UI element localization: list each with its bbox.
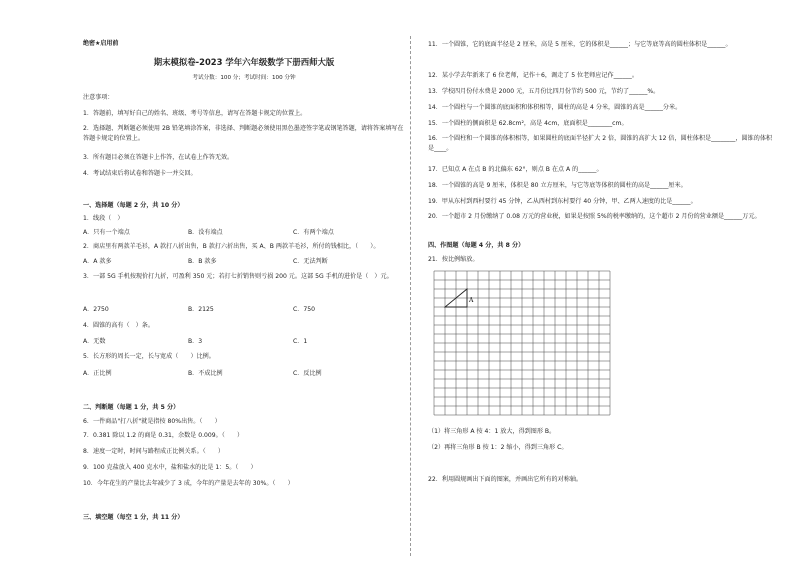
question-8: 8．速度一定时，时间与路程成正比例关系。（ ） bbox=[83, 448, 224, 455]
question-17: 17．已知点 A 在点 B 的北偏东 62°，则点 B 在点 A 的______。 bbox=[428, 166, 603, 173]
notice-item-4: 4．考试结束后将试卷和答题卡一并交回。 bbox=[83, 170, 197, 177]
question-13: 13．学校四月份付水费是 2000 元，五月份比四月份节约 500 元，节约了______%。 bbox=[428, 88, 660, 95]
q5-option-c: C．反比例 bbox=[293, 370, 322, 377]
question-21: 21．按比例缩放。 bbox=[428, 256, 479, 263]
q3-option-c: C．750 bbox=[293, 306, 315, 313]
question-16: 16．一个圆柱和一个圆锥的体积相等，如果圆柱的底面半径扩大 2 倍，圆锥的高扩大 12 倍，圆柱体积是________，圆锥的体积是____。 bbox=[428, 135, 773, 152]
question-20: 20．一个超市 2 月份缴纳了 0.08 万元的营业税，如果是按照 5%的税率缴纳的，这个超市 2 月份的营业额是______万元。 bbox=[428, 213, 761, 220]
notice-item-3: 3．所有题目必须在答题卡上作答，在试卷上作答无效。 bbox=[83, 154, 234, 161]
question-2: 2．商店里有两款羊毛衫，A 款打八折出售，B 款打六折出售，买 A、B 两款羊毛衫，所付的钱相比，（ ）。 bbox=[83, 243, 380, 250]
q5-option-a: A．正比例 bbox=[83, 370, 112, 377]
section-4-heading: 四、作图题（每题 4 分，共 8 分） bbox=[428, 242, 525, 249]
question-9: 9．100 克盐放入 400 克水中，盐和盐水的比是 1：5。（ ） bbox=[83, 464, 257, 471]
drawing-grid bbox=[432, 270, 652, 422]
q1-option-a: A．只有一个端点 bbox=[83, 229, 130, 236]
q2-option-c: C．无法判断 bbox=[293, 258, 328, 265]
triangle-a-label: A bbox=[469, 297, 474, 304]
question-12: 12．某小学去年新来了 6 位老师，记作＋6，调走了 5 位老师应记作______。 bbox=[428, 72, 638, 79]
q5-option-b: B．不成比例 bbox=[188, 370, 223, 377]
q4-option-b: B．3 bbox=[188, 338, 203, 345]
question-3: 3．一部 5G 手机按现价打九折，可盈利 350 元；若打七折销售则亏损 200 元。这部 5G 手机的进价是（ ）元。 bbox=[83, 273, 393, 280]
secret-mark: 绝密★启用前 bbox=[83, 40, 119, 47]
grid-lines bbox=[434, 271, 610, 415]
q3-option-a: A．2750 bbox=[83, 306, 109, 313]
q2-option-a: A．A 款多 bbox=[83, 258, 112, 265]
question-6: 6．一件商品"打八折"就是指按 80%出售。（ ） bbox=[83, 418, 221, 425]
notice-item-2: 2．选择题、判断题必须使用 2B 铅笔填涂答案，非选择、判断题必须使用黑色墨迹签字笔或钢笔答题，请将答案填写在答题卡规定的位置上。 bbox=[83, 125, 404, 142]
question-4: 4．圆锥的高有（ ）条。 bbox=[83, 322, 154, 329]
question-18: 18．一个圆锥的高是 9 厘米，体积是 80 立方厘米，与它等底等体积的圆柱的高是______厘米。 bbox=[428, 182, 687, 189]
q1-option-c: C．有两个端点 bbox=[293, 229, 334, 236]
question-15: 15．一个圆柱的侧面积是 62.8cm²，高是 4cm，底面积是________cm。 bbox=[428, 120, 628, 127]
question-19: 19．甲从东村到西村要行 45 分钟，乙从西村到东村要行 40 分钟，甲、乙两人速度的比是______。 bbox=[428, 198, 697, 205]
exam-subtitle: 考试分数：100 分；考试时间：100 分钟 bbox=[192, 75, 296, 81]
q1-option-b: B．没有端点 bbox=[188, 229, 223, 236]
q2-option-b: B．B 款多 bbox=[188, 258, 217, 265]
question-21-part-2: （2）再将三角形 B 按 1：2 缩小，得到三角形 C。 bbox=[428, 444, 568, 451]
question-10: 10．今年花生的产量比去年减少了 3 成，今年的产量是去年的 30%。（ ） bbox=[83, 480, 294, 487]
question-14: 14．一个圆柱与一个圆锥的底面积和体积相等，圆柱的高是 4 分米，圆锥的高是______分米。 bbox=[428, 104, 682, 111]
q4-option-a: A．无数 bbox=[83, 338, 106, 345]
question-7: 7．0.381 除以 1.2 的商是 0.31，余数是 0.009。（ ） bbox=[83, 432, 244, 439]
exam-title: 期末模拟卷-2023 学年六年级数学下册西师大版 bbox=[153, 57, 335, 67]
section-3-heading: 三、填空题（每空 1 分，共 11 分） bbox=[83, 514, 184, 521]
question-11: 11．一个圆锥，它的底面半径是 2 厘米，高是 5 厘米，它的体积是______；与它等底等高的圆柱体积是______。 bbox=[428, 41, 732, 48]
question-5: 5．长方形的周长一定，长与宽成（ ）比例。 bbox=[83, 353, 215, 360]
q3-option-b: B．2125 bbox=[188, 306, 214, 313]
question-21-part-1: （1）将三角形 A 按 4：1 放大，得到图形 B。 bbox=[428, 428, 556, 435]
grid-svg bbox=[432, 270, 652, 422]
q4-option-c: C．1 bbox=[293, 338, 308, 345]
question-22: 22．利用圆规画出下面的图案，并画出它所有的对称轴。 bbox=[428, 476, 583, 483]
section-2-heading: 二、判断题（每题 1 分，共 5 分） bbox=[83, 404, 180, 411]
notice-item-1: 1．答题前，填写好自己的姓名、班级、考号等信息，请写在答题卡规定的位置上。 bbox=[83, 110, 307, 117]
question-1: 1．线段（ ） bbox=[83, 215, 124, 222]
column-divider bbox=[410, 36, 411, 556]
notice-heading: 注意事项： bbox=[83, 94, 114, 101]
section-1-heading: 一、选择题（每题 2 分，共 10 分） bbox=[83, 202, 184, 209]
